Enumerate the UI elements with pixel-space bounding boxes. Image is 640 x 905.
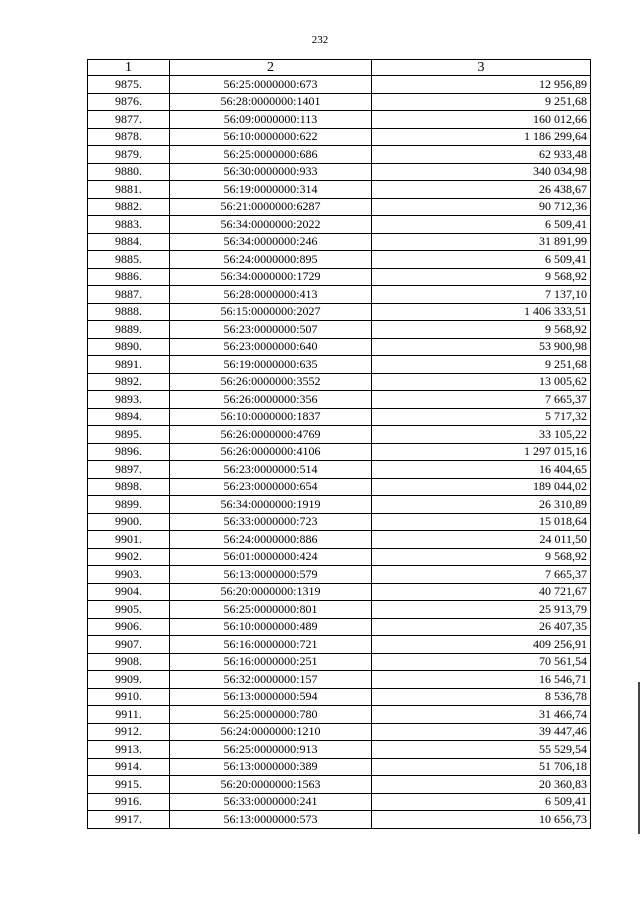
table-row xyxy=(88,653,591,671)
value-cell: 7 665,37 xyxy=(372,566,591,584)
value-cell: 10 656,73 xyxy=(372,811,591,829)
row-number-cell: 9912. xyxy=(88,723,170,741)
table-row xyxy=(88,268,591,286)
value-cell: 62 933,48 xyxy=(372,146,591,164)
value-cell: 7 137,10 xyxy=(372,286,591,304)
cadastral-number-cell: 56:13:0000000:573 xyxy=(170,811,372,829)
cadastral-number-cell: 56:32:0000000:157 xyxy=(170,671,372,689)
row-number-cell: 9903. xyxy=(88,566,170,584)
value-cell: 1 406 333,51 xyxy=(372,303,591,321)
value-cell: 90 712,36 xyxy=(372,198,591,216)
cadastral-number-cell: 56:13:0000000:579 xyxy=(170,566,372,584)
value-cell: 8 536,78 xyxy=(372,688,591,706)
value-cell: 160 012,66 xyxy=(372,111,591,129)
cadastral-number-cell: 56:13:0000000:594 xyxy=(170,688,372,706)
table-row xyxy=(88,688,591,706)
table-row xyxy=(88,146,591,164)
table-row xyxy=(88,636,591,654)
cadastral-number-cell: 56:19:0000000:635 xyxy=(170,356,372,374)
table-row xyxy=(88,583,591,601)
row-number-cell: 9883. xyxy=(88,216,170,234)
table-row xyxy=(88,566,591,584)
table-row xyxy=(88,76,591,94)
row-number-cell: 9894. xyxy=(88,408,170,426)
value-cell: 53 900,98 xyxy=(372,338,591,356)
table-row xyxy=(88,303,591,321)
cadastral-number-cell: 56:16:0000000:721 xyxy=(170,636,372,654)
row-number-cell: 9896. xyxy=(88,443,170,461)
table-row xyxy=(88,443,591,461)
value-cell: 20 360,83 xyxy=(372,776,591,794)
cadastral-number-cell: 56:28:0000000:1401 xyxy=(170,93,372,111)
value-cell: 9 251,68 xyxy=(372,356,591,374)
table-row xyxy=(88,128,591,146)
value-cell: 409 256,91 xyxy=(372,636,591,654)
table-row xyxy=(88,496,591,514)
table-row xyxy=(88,251,591,269)
table-body xyxy=(88,76,591,829)
value-cell: 40 721,67 xyxy=(372,583,591,601)
row-number-cell: 9908. xyxy=(88,653,170,671)
value-cell: 13 005,62 xyxy=(372,373,591,391)
table-row xyxy=(88,531,591,549)
table-header-row xyxy=(88,60,591,76)
row-number-cell: 9886. xyxy=(88,268,170,286)
table-row xyxy=(88,426,591,444)
table-row xyxy=(88,723,591,741)
value-cell: 26 438,67 xyxy=(372,181,591,199)
row-number-cell: 9897. xyxy=(88,461,170,479)
table-row xyxy=(88,356,591,374)
value-cell: 24 011,50 xyxy=(372,531,591,549)
cadastral-number-cell: 56:33:0000000:723 xyxy=(170,513,372,531)
cadastral-number-cell: 56:28:0000000:413 xyxy=(170,286,372,304)
cadastral-number-cell: 56:01:0000000:424 xyxy=(170,548,372,566)
cadastral-number-cell: 56:26:0000000:3552 xyxy=(170,373,372,391)
value-cell: 33 105,22 xyxy=(372,426,591,444)
table-row xyxy=(88,741,591,759)
table-row xyxy=(88,408,591,426)
value-cell: 12 956,89 xyxy=(372,76,591,94)
table-row xyxy=(88,216,591,234)
value-cell: 189 044,02 xyxy=(372,478,591,496)
table-row xyxy=(88,513,591,531)
cadastral-number-cell: 56:10:0000000:622 xyxy=(170,128,372,146)
row-number-cell: 9905. xyxy=(88,601,170,619)
value-cell: 9 568,92 xyxy=(372,548,591,566)
table-row xyxy=(88,321,591,339)
cadastral-number-cell: 56:25:0000000:913 xyxy=(170,741,372,759)
row-number-cell: 9892. xyxy=(88,373,170,391)
value-cell: 16 546,71 xyxy=(372,671,591,689)
table-row xyxy=(88,706,591,724)
value-cell: 9 568,92 xyxy=(372,268,591,286)
row-number-cell: 9887. xyxy=(88,286,170,304)
row-number-cell: 9891. xyxy=(88,356,170,374)
table-row xyxy=(88,373,591,391)
cadastral-number-cell: 56:23:0000000:640 xyxy=(170,338,372,356)
table-row xyxy=(88,811,591,829)
value-cell: 26 310,89 xyxy=(372,496,591,514)
row-number-cell: 9890. xyxy=(88,338,170,356)
value-cell: 6 509,41 xyxy=(372,251,591,269)
row-number-cell: 9899. xyxy=(88,496,170,514)
registry-table-wrapper xyxy=(87,59,590,829)
value-cell: 51 706,18 xyxy=(372,758,591,776)
value-cell: 7 665,37 xyxy=(372,391,591,409)
value-cell: 6 509,41 xyxy=(372,793,591,811)
column-header-1: 1 xyxy=(88,60,170,76)
value-cell: 31 891,99 xyxy=(372,233,591,251)
table-row xyxy=(88,286,591,304)
cadastral-number-cell: 56:23:0000000:507 xyxy=(170,321,372,339)
table-row xyxy=(88,163,591,181)
row-number-cell: 9881. xyxy=(88,181,170,199)
cadastral-number-cell: 56:24:0000000:886 xyxy=(170,531,372,549)
row-number-cell: 9910. xyxy=(88,688,170,706)
value-cell: 39 447,46 xyxy=(372,723,591,741)
cadastral-number-cell: 56:16:0000000:251 xyxy=(170,653,372,671)
value-cell: 31 466,74 xyxy=(372,706,591,724)
row-number-cell: 9914. xyxy=(88,758,170,776)
cadastral-number-cell: 56:23:0000000:654 xyxy=(170,478,372,496)
row-number-cell: 9882. xyxy=(88,198,170,216)
table-row xyxy=(88,391,591,409)
row-number-cell: 9906. xyxy=(88,618,170,636)
cadastral-number-cell: 56:34:0000000:246 xyxy=(170,233,372,251)
value-cell: 15 018,64 xyxy=(372,513,591,531)
value-cell: 9 251,68 xyxy=(372,93,591,111)
cadastral-number-cell: 56:13:0000000:389 xyxy=(170,758,372,776)
row-number-cell: 9916. xyxy=(88,793,170,811)
value-cell: 5 717,32 xyxy=(372,408,591,426)
cadastral-number-cell: 56:34:0000000:2022 xyxy=(170,216,372,234)
row-number-cell: 9917. xyxy=(88,811,170,829)
table-row xyxy=(88,461,591,479)
row-number-cell: 9901. xyxy=(88,531,170,549)
row-number-cell: 9888. xyxy=(88,303,170,321)
table-row xyxy=(88,671,591,689)
table-row xyxy=(88,338,591,356)
row-number-cell: 9911. xyxy=(88,706,170,724)
value-cell: 340 034,98 xyxy=(372,163,591,181)
cadastral-number-cell: 56:25:0000000:686 xyxy=(170,146,372,164)
row-number-cell: 9885. xyxy=(88,251,170,269)
table-row xyxy=(88,233,591,251)
table-row xyxy=(88,93,591,111)
table-row xyxy=(88,111,591,129)
row-number-cell: 9915. xyxy=(88,776,170,794)
value-cell: 25 913,79 xyxy=(372,601,591,619)
registry-table xyxy=(87,59,591,829)
row-number-cell: 9904. xyxy=(88,583,170,601)
column-header-2: 2 xyxy=(170,60,372,76)
table-row xyxy=(88,776,591,794)
row-number-cell: 9876. xyxy=(88,93,170,111)
cadastral-number-cell: 56:30:0000000:933 xyxy=(170,163,372,181)
value-cell: 16 404,65 xyxy=(372,461,591,479)
row-number-cell: 9879. xyxy=(88,146,170,164)
row-number-cell: 9884. xyxy=(88,233,170,251)
cadastral-number-cell: 56:25:0000000:801 xyxy=(170,601,372,619)
cadastral-number-cell: 56:19:0000000:314 xyxy=(170,181,372,199)
cadastral-number-cell: 56:24:0000000:895 xyxy=(170,251,372,269)
table-row xyxy=(88,198,591,216)
row-number-cell: 9902. xyxy=(88,548,170,566)
value-cell: 26 407,35 xyxy=(372,618,591,636)
cadastral-number-cell: 56:25:0000000:780 xyxy=(170,706,372,724)
value-cell: 1 297 015,16 xyxy=(372,443,591,461)
row-number-cell: 9875. xyxy=(88,76,170,94)
value-cell: 1 186 299,64 xyxy=(372,128,591,146)
cadastral-number-cell: 56:10:0000000:1837 xyxy=(170,408,372,426)
row-number-cell: 9900. xyxy=(88,513,170,531)
cadastral-number-cell: 56:20:0000000:1563 xyxy=(170,776,372,794)
cadastral-number-cell: 56:23:0000000:514 xyxy=(170,461,372,479)
cadastral-number-cell: 56:09:0000000:113 xyxy=(170,111,372,129)
value-cell: 70 561,54 xyxy=(372,653,591,671)
cadastral-number-cell: 56:26:0000000:4769 xyxy=(170,426,372,444)
cadastral-number-cell: 56:21:0000000:6287 xyxy=(170,198,372,216)
cadastral-number-cell: 56:34:0000000:1919 xyxy=(170,496,372,514)
row-number-cell: 9907. xyxy=(88,636,170,654)
cadastral-number-cell: 56:10:0000000:489 xyxy=(170,618,372,636)
value-cell: 9 568,92 xyxy=(372,321,591,339)
cadastral-number-cell: 56:33:0000000:241 xyxy=(170,793,372,811)
row-number-cell: 9877. xyxy=(88,111,170,129)
cadastral-number-cell: 56:26:0000000:4106 xyxy=(170,443,372,461)
row-number-cell: 9909. xyxy=(88,671,170,689)
table-row xyxy=(88,758,591,776)
table-row xyxy=(88,618,591,636)
cadastral-number-cell: 56:25:0000000:673 xyxy=(170,76,372,94)
row-number-cell: 9878. xyxy=(88,128,170,146)
row-number-cell: 9898. xyxy=(88,478,170,496)
table-row xyxy=(88,793,591,811)
table-row xyxy=(88,548,591,566)
cadastral-number-cell: 56:20:0000000:1319 xyxy=(170,583,372,601)
cadastral-number-cell: 56:15:0000000:2027 xyxy=(170,303,372,321)
table-row xyxy=(88,181,591,199)
value-cell: 55 529,54 xyxy=(372,741,591,759)
column-header-3: 3 xyxy=(372,60,591,76)
page-number: 232 xyxy=(311,34,329,46)
cadastral-number-cell: 56:26:0000000:356 xyxy=(170,391,372,409)
row-number-cell: 9913. xyxy=(88,741,170,759)
row-number-cell: 9889. xyxy=(88,321,170,339)
table-row xyxy=(88,478,591,496)
row-number-cell: 9880. xyxy=(88,163,170,181)
cadastral-number-cell: 56:34:0000000:1729 xyxy=(170,268,372,286)
table-row xyxy=(88,601,591,619)
value-cell: 6 509,41 xyxy=(372,216,591,234)
cadastral-number-cell: 56:24:0000000:1210 xyxy=(170,723,372,741)
row-number-cell: 9893. xyxy=(88,391,170,409)
row-number-cell: 9895. xyxy=(88,426,170,444)
